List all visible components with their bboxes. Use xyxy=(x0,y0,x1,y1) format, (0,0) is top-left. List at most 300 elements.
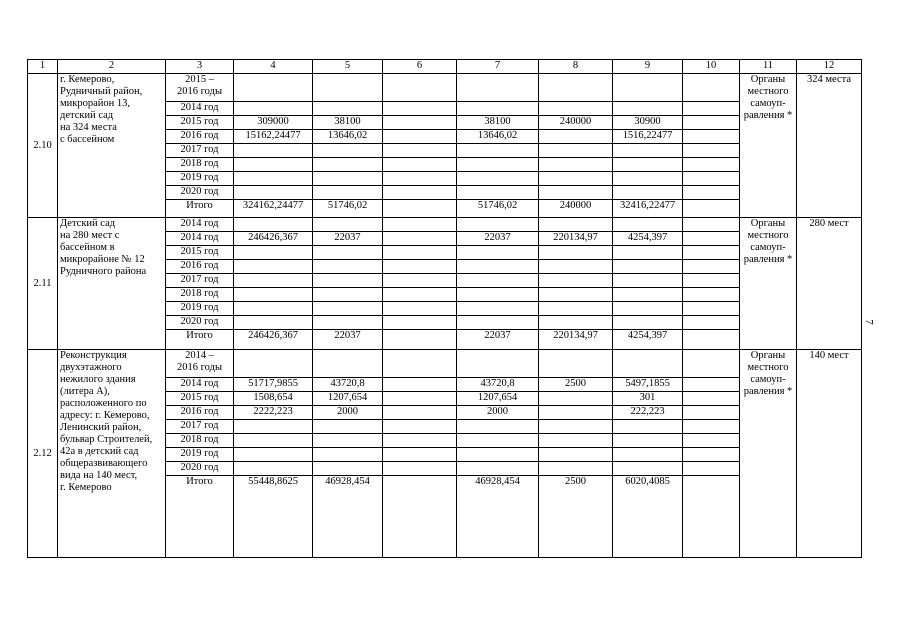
amount-cell: 22037 xyxy=(313,330,383,350)
amount-cell: 43720,8 xyxy=(457,378,539,392)
amount-cell xyxy=(613,246,683,260)
amount-cell xyxy=(613,302,683,316)
amount-cell xyxy=(383,116,457,130)
amount-cell xyxy=(613,274,683,288)
amount-cell xyxy=(457,158,539,172)
amount-cell: 30900 xyxy=(613,116,683,130)
period-cell xyxy=(166,232,234,246)
amount-cell xyxy=(539,246,613,260)
amount-cell xyxy=(313,350,383,378)
period-cell xyxy=(166,274,234,288)
amount-cell xyxy=(383,420,457,434)
amount-cell xyxy=(539,74,613,102)
amount-cell: 43720,8 xyxy=(313,378,383,392)
amount-cell xyxy=(234,302,313,316)
amount-cell xyxy=(539,186,613,200)
amount-cell: 2000 xyxy=(313,406,383,420)
amount-cell xyxy=(613,448,683,462)
period-line: 2014 – xyxy=(185,350,214,361)
amount-cell xyxy=(313,302,383,316)
amount-cell xyxy=(383,316,457,330)
amount-cell: 301 xyxy=(613,392,683,406)
responsible-org xyxy=(740,350,797,558)
amount-cell: 55448,8625 xyxy=(234,476,313,558)
amount-cell xyxy=(383,392,457,406)
amount-cell xyxy=(539,462,613,476)
period-line: 2016 год xyxy=(180,260,219,271)
amount-cell xyxy=(383,288,457,302)
amount-cell xyxy=(313,420,383,434)
amount-cell xyxy=(683,476,740,558)
amount-cell xyxy=(683,130,740,144)
amount-cell: 4254,397 xyxy=(613,232,683,246)
period-line: Итого xyxy=(186,200,213,211)
period-line: 2019 год xyxy=(180,172,219,183)
amount-cell: 51746,02 xyxy=(457,200,539,218)
amount-cell xyxy=(683,186,740,200)
amount-cell xyxy=(383,302,457,316)
amount-cell: 220134,97 xyxy=(539,232,613,246)
period-line: 2015 год xyxy=(180,246,219,257)
item-name-line: (литера А), xyxy=(60,386,110,397)
amount-cell xyxy=(313,186,383,200)
amount-cell xyxy=(383,476,457,558)
amount-cell: 324162,24477 xyxy=(234,200,313,218)
column-number-cell: 4 xyxy=(234,60,313,74)
amount-cell: 2000 xyxy=(457,406,539,420)
amount-cell xyxy=(383,448,457,462)
amount-cell xyxy=(383,218,457,232)
amount-cell xyxy=(683,172,740,186)
amount-cell xyxy=(539,434,613,448)
item-name-line: 42а в детский сад xyxy=(60,446,139,457)
period-cell xyxy=(166,392,234,406)
period-line: Итого xyxy=(186,330,213,341)
amount-cell xyxy=(539,302,613,316)
amount-cell xyxy=(613,218,683,232)
column-number-cell: 8 xyxy=(539,60,613,74)
period-cell xyxy=(166,102,234,116)
responsible-org-line: Органы xyxy=(750,218,786,229)
amount-cell xyxy=(313,448,383,462)
amount-cell xyxy=(234,274,313,288)
amount-cell: 2500 xyxy=(539,476,613,558)
period-line: 2014 год xyxy=(180,232,219,243)
period-line: 2014 год xyxy=(180,378,219,389)
amount-cell xyxy=(683,420,740,434)
amount-cell xyxy=(457,316,539,330)
amount-cell xyxy=(683,74,740,102)
amount-cell xyxy=(683,102,740,116)
item-name-line: Рудничного района xyxy=(60,266,147,277)
item-name-line: микрорайон 13, xyxy=(60,98,131,109)
item-name-line: г. Кемерово, xyxy=(60,74,115,85)
item-name-line: г. Кемерово xyxy=(60,482,112,493)
period-cell xyxy=(166,350,234,378)
amount-cell xyxy=(313,144,383,158)
amount-cell xyxy=(383,172,457,186)
amount-cell xyxy=(683,232,740,246)
amount-cell xyxy=(613,316,683,330)
item-name-line: бассейном в xyxy=(60,242,115,253)
amount-cell xyxy=(234,172,313,186)
responsible-org-line: равления * xyxy=(743,254,793,265)
amount-cell xyxy=(234,350,313,378)
period-line: 2015 год xyxy=(180,392,219,403)
amount-cell xyxy=(683,158,740,172)
period-cell xyxy=(166,288,234,302)
column-number-cell: 12 xyxy=(797,60,862,74)
amount-cell xyxy=(539,144,613,158)
amount-cell xyxy=(313,218,383,232)
responsible-org-line: самоуп- xyxy=(750,374,786,385)
amount-cell xyxy=(383,102,457,116)
amount-cell: 5497,1855 xyxy=(613,378,683,392)
period-line: 2019 год xyxy=(180,302,219,313)
amount-cell xyxy=(539,260,613,274)
period-cell xyxy=(166,330,234,350)
amount-cell xyxy=(383,246,457,260)
amount-cell xyxy=(539,288,613,302)
period-cell xyxy=(166,260,234,274)
period-line: 2020 год xyxy=(180,316,219,327)
column-number-cell: 2 xyxy=(58,60,166,74)
responsible-org-line: местного xyxy=(747,362,789,373)
amount-cell: 38100 xyxy=(313,116,383,130)
amount-cell xyxy=(683,200,740,218)
amount-cell: 51717,9855 xyxy=(234,378,313,392)
amount-cell xyxy=(613,350,683,378)
amount-cell: 240000 xyxy=(539,116,613,130)
amount-cell xyxy=(383,130,457,144)
period-line: 2018 год xyxy=(180,434,219,445)
amount-cell xyxy=(683,260,740,274)
amount-cell xyxy=(383,232,457,246)
amount-cell xyxy=(383,186,457,200)
period-cell xyxy=(166,74,234,102)
amount-cell xyxy=(383,434,457,448)
amount-cell: 6020,4085 xyxy=(613,476,683,558)
amount-cell xyxy=(613,462,683,476)
period-line: 2015 – xyxy=(185,74,214,85)
amount-cell: 13646,02 xyxy=(313,130,383,144)
amount-cell xyxy=(683,462,740,476)
period-cell xyxy=(166,246,234,260)
amount-cell xyxy=(234,316,313,330)
amount-cell: 46928,454 xyxy=(457,476,539,558)
program-table-sheet xyxy=(27,59,862,558)
amount-cell xyxy=(457,74,539,102)
amount-cell xyxy=(613,186,683,200)
amount-cell xyxy=(383,274,457,288)
amount-cell xyxy=(457,434,539,448)
amount-cell xyxy=(613,158,683,172)
amount-cell xyxy=(313,274,383,288)
column-number-cell: 11 xyxy=(740,60,797,74)
responsible-org-line: местного xyxy=(747,230,789,241)
amount-cell xyxy=(457,144,539,158)
period-line: 2017 год xyxy=(180,420,219,431)
amount-cell: 51746,02 xyxy=(313,200,383,218)
amount-cell xyxy=(457,462,539,476)
period-line: 2016 годы xyxy=(176,362,222,373)
amount-cell xyxy=(313,462,383,476)
amount-cell xyxy=(539,420,613,434)
amount-cell: 4254,397 xyxy=(613,330,683,350)
period-line: 2014 год xyxy=(180,102,219,113)
amount-cell xyxy=(613,288,683,302)
period-line: 2018 год xyxy=(180,288,219,299)
period-line: 2020 год xyxy=(180,186,219,197)
amount-cell xyxy=(313,74,383,102)
amount-cell xyxy=(613,102,683,116)
item-name xyxy=(58,350,166,558)
financing-table xyxy=(27,59,862,558)
amount-cell: 222,223 xyxy=(613,406,683,420)
period-cell xyxy=(166,406,234,420)
item-number: 2.11 xyxy=(28,218,58,350)
item-name-line: Реконструкция xyxy=(60,350,127,361)
amount-cell: 240000 xyxy=(539,200,613,218)
amount-cell xyxy=(683,246,740,260)
amount-cell xyxy=(383,260,457,274)
amount-cell: 2222,223 xyxy=(234,406,313,420)
period-cell xyxy=(166,448,234,462)
item-name-line: на 280 мест с xyxy=(60,230,120,241)
period-line: 2019 год xyxy=(180,448,219,459)
amount-cell: 309000 xyxy=(234,116,313,130)
amount-cell xyxy=(683,144,740,158)
responsible-org-line: Органы xyxy=(750,350,786,361)
item-name xyxy=(58,218,166,350)
amount-cell xyxy=(457,302,539,316)
amount-cell xyxy=(457,448,539,462)
item-name-line: на 324 места xyxy=(60,122,117,133)
amount-cell xyxy=(383,200,457,218)
amount-cell xyxy=(457,420,539,434)
amount-cell xyxy=(234,434,313,448)
amount-cell xyxy=(234,158,313,172)
amount-cell xyxy=(234,246,313,260)
amount-cell xyxy=(383,378,457,392)
period-line: 2018 год xyxy=(180,158,219,169)
item-name-line: общеразвивающего xyxy=(60,458,148,469)
amount-cell xyxy=(313,158,383,172)
amount-cell xyxy=(539,130,613,144)
amount-cell: 15162,24477 xyxy=(234,130,313,144)
item-name-line: адресу: г. Кемерово, xyxy=(60,410,150,421)
amount-cell: 22037 xyxy=(313,232,383,246)
amount-cell xyxy=(234,74,313,102)
table-row xyxy=(28,74,862,102)
item-name-line: двухэтажного xyxy=(60,362,122,373)
period-line: 2015 год xyxy=(180,116,219,127)
period-cell xyxy=(166,316,234,330)
responsible-org xyxy=(740,74,797,218)
amount-cell: 1516,22477 xyxy=(613,130,683,144)
period-cell xyxy=(166,420,234,434)
column-number-cell: 3 xyxy=(166,60,234,74)
period-cell xyxy=(166,462,234,476)
responsible-org-line: самоуп- xyxy=(750,242,786,253)
amount-cell xyxy=(613,260,683,274)
column-number-cell: 1 xyxy=(28,60,58,74)
column-number-cell: 5 xyxy=(313,60,383,74)
capacity: 324 места xyxy=(797,74,862,218)
amount-cell xyxy=(613,420,683,434)
column-number-cell: 6 xyxy=(383,60,457,74)
amount-cell xyxy=(683,274,740,288)
item-name-line: Рудничный район, xyxy=(60,86,143,97)
amount-cell: 46928,454 xyxy=(313,476,383,558)
amount-cell xyxy=(457,186,539,200)
amount-cell: 22037 xyxy=(457,232,539,246)
amount-cell xyxy=(539,316,613,330)
period-line: 2016 год xyxy=(180,406,219,417)
amount-cell xyxy=(539,350,613,378)
amount-cell xyxy=(234,462,313,476)
item-name-line: бульвар Строителей, xyxy=(60,434,153,445)
amount-cell xyxy=(539,102,613,116)
period-line: 2016 год xyxy=(180,130,219,141)
item-name-line: с бассейном xyxy=(60,134,115,145)
item-name xyxy=(58,74,166,218)
amount-cell xyxy=(613,74,683,102)
amount-cell xyxy=(234,288,313,302)
amount-cell: 13646,02 xyxy=(457,130,539,144)
amount-cell xyxy=(683,434,740,448)
amount-cell xyxy=(457,172,539,186)
amount-cell: 22037 xyxy=(457,330,539,350)
amount-cell: 2500 xyxy=(539,378,613,392)
column-number-cell: 7 xyxy=(457,60,539,74)
amount-cell xyxy=(383,330,457,350)
amount-cell xyxy=(383,350,457,378)
item-name-line: микрорайоне № 12 xyxy=(60,254,145,265)
amount-cell: 32416,22477 xyxy=(613,200,683,218)
amount-cell xyxy=(683,218,740,232)
amount-cell xyxy=(313,288,383,302)
period-cell xyxy=(166,130,234,144)
amount-cell xyxy=(313,172,383,186)
amount-cell xyxy=(683,378,740,392)
amount-cell xyxy=(539,406,613,420)
amount-cell: 246426,367 xyxy=(234,232,313,246)
item-name-line: детский сад xyxy=(60,110,114,121)
amount-cell xyxy=(313,434,383,448)
amount-cell xyxy=(539,218,613,232)
item-name-line: нежилого здания xyxy=(60,374,136,385)
amount-cell xyxy=(457,274,539,288)
amount-cell: 1207,654 xyxy=(457,392,539,406)
period-line: 2017 год xyxy=(180,274,219,285)
amount-cell xyxy=(313,246,383,260)
item-number: 2.12 xyxy=(28,350,58,558)
amount-cell: 1207,654 xyxy=(313,392,383,406)
amount-cell: 246426,367 xyxy=(234,330,313,350)
amount-cell xyxy=(683,116,740,130)
responsible-org-line: Органы xyxy=(750,74,786,85)
table-row xyxy=(28,218,862,232)
item-name-line: Детский сад xyxy=(60,218,116,229)
period-cell xyxy=(166,434,234,448)
amount-cell xyxy=(234,448,313,462)
amount-cell xyxy=(539,172,613,186)
period-cell xyxy=(166,476,234,558)
period-cell xyxy=(166,302,234,316)
period-cell xyxy=(166,172,234,186)
responsible-org-line: местного xyxy=(747,86,789,97)
amount-cell xyxy=(383,406,457,420)
page-number: 7 xyxy=(862,319,875,325)
amount-cell xyxy=(457,350,539,378)
period-line: 2020 год xyxy=(180,462,219,473)
responsible-org-line: самоуп- xyxy=(750,98,786,109)
amount-cell xyxy=(457,246,539,260)
table-row xyxy=(28,350,862,378)
period-cell xyxy=(166,158,234,172)
amount-cell xyxy=(383,74,457,102)
period-cell xyxy=(166,200,234,218)
amount-cell xyxy=(383,462,457,476)
amount-cell xyxy=(683,316,740,330)
amount-cell xyxy=(683,448,740,462)
amount-cell xyxy=(683,350,740,378)
amount-cell xyxy=(683,392,740,406)
period-cell xyxy=(166,116,234,130)
amount-cell xyxy=(683,330,740,350)
item-name-line: вида на 140 мест, xyxy=(60,470,138,481)
period-line: 2016 годы xyxy=(176,86,222,97)
amount-cell xyxy=(234,102,313,116)
amount-cell xyxy=(539,158,613,172)
amount-cell xyxy=(613,172,683,186)
period-cell xyxy=(166,218,234,232)
period-line: 2014 год xyxy=(180,218,219,229)
amount-cell xyxy=(457,102,539,116)
amount-cell xyxy=(683,288,740,302)
amount-cell xyxy=(457,218,539,232)
amount-cell xyxy=(539,392,613,406)
amount-cell xyxy=(457,288,539,302)
responsible-org-line: равления * xyxy=(743,386,793,397)
amount-cell xyxy=(383,158,457,172)
responsible-org xyxy=(740,218,797,350)
period-cell xyxy=(166,186,234,200)
amount-cell xyxy=(383,144,457,158)
period-line: 2017 год xyxy=(180,144,219,155)
amount-cell xyxy=(539,274,613,288)
amount-cell xyxy=(313,260,383,274)
amount-cell: 38100 xyxy=(457,116,539,130)
period-cell xyxy=(166,144,234,158)
amount-cell xyxy=(234,144,313,158)
item-name-line: расположенного по xyxy=(60,398,147,409)
period-line: Итого xyxy=(186,476,213,487)
capacity: 280 мест xyxy=(797,218,862,350)
column-number-row xyxy=(28,60,862,74)
amount-cell: 220134,97 xyxy=(539,330,613,350)
responsible-org-line: равления * xyxy=(743,110,793,121)
amount-cell xyxy=(234,420,313,434)
item-number: 2.10 xyxy=(28,74,58,218)
amount-cell xyxy=(457,260,539,274)
capacity: 140 мест xyxy=(797,350,862,558)
amount-cell xyxy=(313,102,383,116)
amount-cell: 1508,654 xyxy=(234,392,313,406)
period-cell xyxy=(166,378,234,392)
column-number-cell: 10 xyxy=(683,60,740,74)
